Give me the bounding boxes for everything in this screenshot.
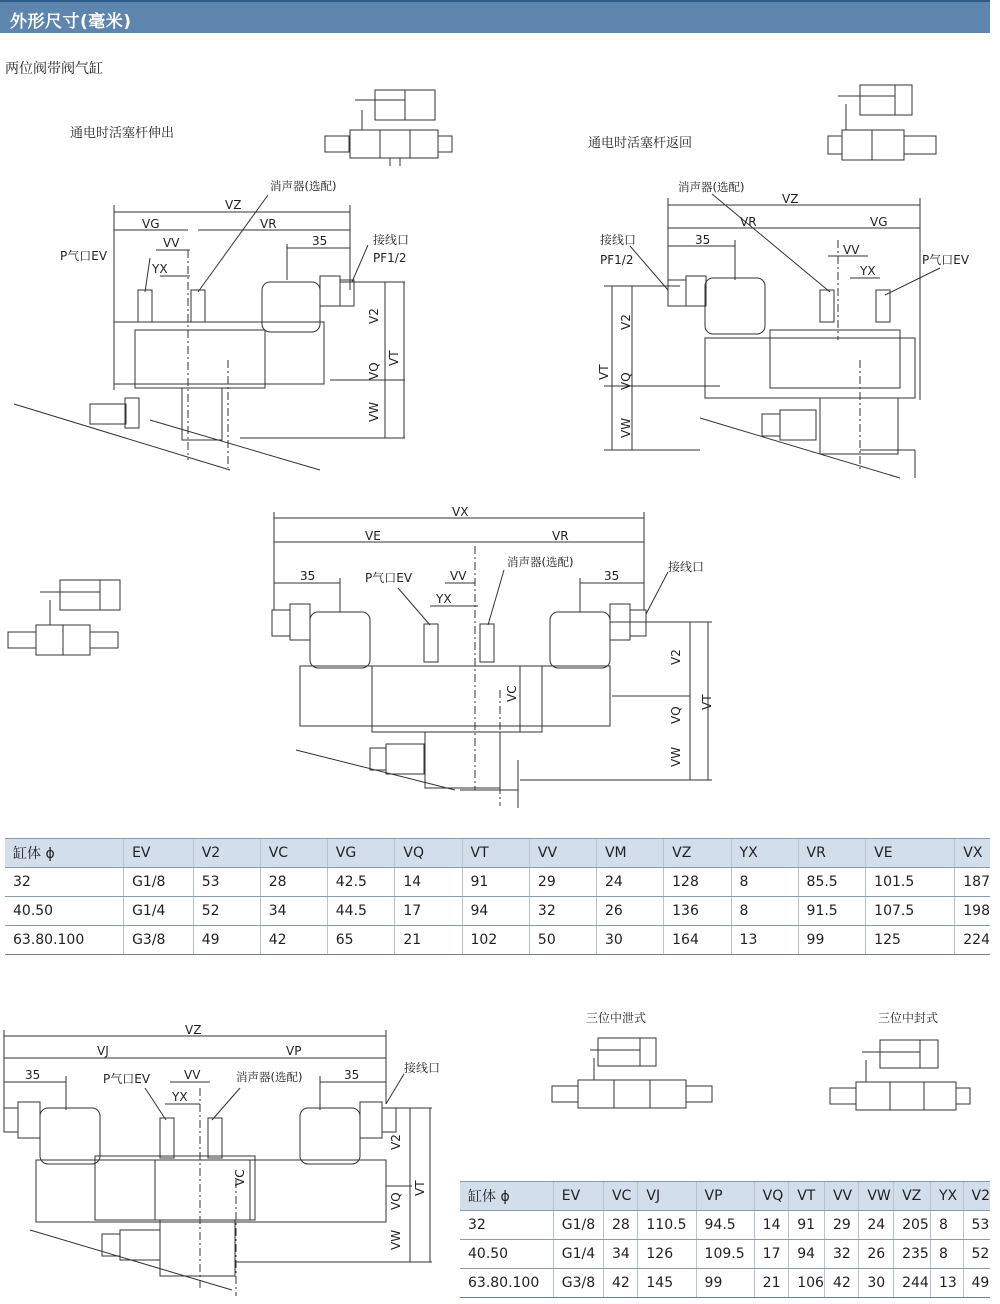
table-header-cell: VC [260, 839, 327, 868]
table-cell: 24 [596, 868, 663, 897]
table-header-cell: V2 [193, 839, 260, 868]
table-cell: 40.50 [5, 897, 124, 926]
table-cell: 8 [930, 1240, 963, 1269]
table-cell: 14 [395, 868, 462, 897]
caption-extend: 通电时活塞杆伸出 [70, 126, 175, 141]
table-cell: 21 [395, 926, 462, 955]
dim-vq-r: VQ [619, 372, 633, 390]
table-cell: 244 [894, 1269, 931, 1298]
table-cell: 42 [260, 926, 327, 955]
table-header-cell: VZ [894, 1182, 931, 1211]
table-cell: 44.5 [327, 897, 395, 926]
caption-center-closed: 三位中封式 [878, 1011, 939, 1025]
table-header-cell: VQ [395, 839, 462, 868]
table-cell: 107.5 [866, 897, 955, 926]
label-muffler-d: 消声器(选配) [507, 555, 574, 569]
dim-vq-b: VQ [389, 1192, 403, 1210]
table-cell: 30 [596, 926, 663, 955]
table-cell: 40.50 [460, 1240, 553, 1269]
dim-vw-r: VW [619, 417, 633, 438]
dim-35-b1: 35 [25, 1068, 41, 1082]
table-cell: G3/8 [124, 926, 194, 955]
table-cell: 49 [193, 926, 260, 955]
table-cell: 34 [260, 897, 327, 926]
dim-vq: VQ [367, 362, 381, 380]
table-cell: 52 [193, 897, 260, 926]
table-header-row [460, 1182, 990, 1211]
table-header-cell: VW [859, 1182, 894, 1211]
table-cell: 13 [731, 926, 798, 955]
table-header-cell: VG [327, 839, 395, 868]
table-header-cell: V2 [963, 1182, 990, 1211]
table-cell: 99 [696, 1269, 754, 1298]
table-cell: 126 [638, 1240, 696, 1269]
table-cell: 125 [866, 926, 955, 955]
table-cell: 145 [638, 1269, 696, 1298]
table-cell: 63.80.100 [5, 926, 124, 955]
dim-vw-b: VW [389, 1229, 403, 1250]
table-cell: 29 [529, 868, 596, 897]
dim-vp: VP [286, 1044, 302, 1058]
table-header-cell: VR [798, 839, 866, 868]
table-cell: 8 [731, 897, 798, 926]
table-header-cell: VV [529, 839, 596, 868]
dim-vw: VW [367, 401, 381, 422]
table-cell: 49 [963, 1269, 990, 1298]
table-cell: 99 [798, 926, 866, 955]
dim-35-d1: 35 [300, 569, 316, 583]
table-header-cell: EV [124, 839, 194, 868]
dim-v2-r: V2 [619, 314, 633, 330]
spec-table-three-position [460, 1181, 990, 1298]
table-header-row [5, 839, 990, 868]
table-cell: 224 [955, 926, 990, 955]
dim-vg: VG [142, 217, 160, 231]
dim-ve: VE [365, 529, 381, 543]
table-cell: 42.5 [327, 868, 395, 897]
valve-symbol-extend [325, 90, 452, 166]
table-cell: 198 [955, 897, 990, 926]
dim-vv-d: VV [450, 569, 467, 583]
table-cell: 32 [529, 897, 596, 926]
table-cell: 34 [603, 1240, 637, 1269]
label-p-port: P气口EV [60, 249, 108, 263]
table-cell: 235 [894, 1240, 931, 1269]
label-wire-port-b: 接线口 [404, 1061, 441, 1075]
drawing-extend [14, 90, 452, 470]
table-header-cell: YX [731, 839, 798, 868]
table-cell: 205 [894, 1211, 931, 1240]
table-cell: 128 [664, 868, 731, 897]
dim-vt-d: VT [700, 694, 714, 710]
dim-vc-b: VC [233, 1169, 247, 1186]
spec-table-two-position [5, 838, 990, 955]
table-header-cell: 缸体 ϕ [460, 1182, 553, 1211]
drawing-double [8, 505, 714, 808]
symbol-center-closed [830, 1040, 970, 1110]
table-cell: 91 [789, 1211, 825, 1240]
table-row [460, 1240, 990, 1269]
table-cell: 8 [930, 1211, 963, 1240]
table-cell: 53 [193, 868, 260, 897]
table-cell: 28 [260, 868, 327, 897]
dim-35-d2: 35 [604, 569, 620, 583]
label-wire-port-r: 接线口 [600, 233, 637, 247]
table-cell: 164 [664, 926, 731, 955]
table-cell: 52 [963, 1240, 990, 1269]
dim-yx-r: YX [860, 264, 876, 278]
table-cell: 26 [859, 1240, 894, 1269]
table-cell: 14 [754, 1211, 789, 1240]
valve-symbol-return [828, 85, 936, 160]
table-row [460, 1211, 990, 1240]
label-muffler-b: 消声器(选配) [236, 1070, 303, 1084]
dim-vq-d: VQ [669, 706, 683, 724]
table-cell: G1/4 [553, 1240, 603, 1269]
table-cell: 13 [930, 1269, 963, 1298]
table-header-cell: YX [930, 1182, 963, 1211]
dim-vc-d: VC [505, 685, 519, 702]
table-cell: 63.80.100 [460, 1269, 553, 1298]
dim-vt-b: VT [413, 1180, 427, 1196]
symbol-center-exhaust [552, 1038, 712, 1108]
dim-vx: VX [452, 505, 469, 519]
dim-vr-d: VR [552, 529, 569, 543]
table-cell: 91.5 [798, 897, 866, 926]
dim-vz: VZ [225, 198, 242, 212]
valve-symbol-double [8, 580, 120, 655]
table-header-cell: VJ [638, 1182, 696, 1211]
table-cell: 42 [824, 1269, 858, 1298]
label-wire-port-d: 接线口 [668, 560, 705, 574]
label-muffler-r: 消声器(选配) [678, 180, 745, 194]
header-title: 外形尺寸(毫米) [10, 12, 132, 32]
table-header-cell: VP [696, 1182, 754, 1211]
table-header-cell: VQ [754, 1182, 789, 1211]
table-cell: G3/8 [553, 1269, 603, 1298]
dim-vg-r: VG [870, 215, 888, 229]
label-pf-r: PF1/2 [600, 253, 634, 267]
table-cell: 32 [460, 1211, 553, 1240]
table-header-cell: EV [553, 1182, 603, 1211]
table-cell: 109.5 [696, 1240, 754, 1269]
table-cell: 94.5 [696, 1211, 754, 1240]
dim-vz-b: VZ [185, 1023, 202, 1037]
table-cell: G1/8 [124, 868, 194, 897]
table-cell: G1/4 [124, 897, 194, 926]
dim-35-b2: 35 [344, 1068, 360, 1082]
table-header-cell: VM [596, 839, 663, 868]
table-cell: 85.5 [798, 868, 866, 897]
dim-vv-b: VV [184, 1068, 201, 1082]
table-row [5, 897, 990, 926]
dim-v2: V2 [367, 308, 381, 324]
table-row [460, 1269, 990, 1298]
table-header-cell: VV [824, 1182, 858, 1211]
table-cell: 29 [824, 1211, 858, 1240]
table-cell: 32 [5, 868, 124, 897]
table-cell: 8 [731, 868, 798, 897]
table-header-cell: VX [955, 839, 990, 868]
table-cell: 94 [462, 897, 529, 926]
table-cell: 24 [859, 1211, 894, 1240]
table-cell: 101.5 [866, 868, 955, 897]
table-cell: 21 [754, 1269, 789, 1298]
dim-vw-d: VW [669, 746, 683, 767]
table-cell: 53 [963, 1211, 990, 1240]
dim-vt: VT [387, 350, 401, 366]
label-p-port-r: P气口EV [922, 253, 970, 267]
table-cell: 110.5 [638, 1211, 696, 1240]
dim-yx: YX [152, 262, 168, 276]
label-muffler: 消声器(选配) [270, 179, 337, 193]
table-header-cell: VT [462, 839, 529, 868]
table-cell: 94 [789, 1240, 825, 1269]
dim-vv: VV [163, 236, 180, 250]
table-cell: 102 [462, 926, 529, 955]
table-cell: 17 [395, 897, 462, 926]
table-row [5, 868, 990, 897]
table-cell: G1/8 [553, 1211, 603, 1240]
table-cell: 17 [754, 1240, 789, 1269]
table-cell: 26 [596, 897, 663, 926]
caption-return: 通电时活塞杆返回 [588, 136, 693, 151]
table-cell: 50 [529, 926, 596, 955]
label-pf: PF1/2 [373, 251, 407, 265]
table-header-cell: 缸体 ϕ [5, 839, 124, 868]
table-cell: 91 [462, 868, 529, 897]
dim-35-r: 35 [695, 233, 711, 247]
table-cell: 28 [603, 1211, 637, 1240]
drawing-three-position [4, 1023, 440, 1296]
table-header-cell: VC [603, 1182, 637, 1211]
table-cell: 65 [327, 926, 395, 955]
label-wire-port: 接线口 [373, 233, 410, 247]
dim-vj: VJ [97, 1044, 109, 1058]
dim-35: 35 [312, 234, 328, 248]
dim-yx-b: YX [172, 1090, 188, 1104]
table-cell: 42 [603, 1269, 637, 1298]
dim-vr-r: VR [740, 215, 757, 229]
dim-vv-r: VV [843, 243, 860, 257]
label-p-port-d: P气口EV [365, 571, 413, 585]
dim-vt-r: VT [597, 364, 611, 380]
dim-v2-b: V2 [389, 1134, 403, 1150]
section-title: 两位阀带阀气缸 [5, 61, 103, 77]
table-cell: 106 [789, 1269, 825, 1298]
caption-center-exhaust: 三位中泄式 [586, 1011, 647, 1025]
table-header-cell: VE [866, 839, 955, 868]
dim-v2-d: V2 [669, 649, 683, 665]
table-cell: 136 [664, 897, 731, 926]
table-header-cell: VZ [664, 839, 731, 868]
dim-yx-d: YX [436, 592, 452, 606]
label-p-port-b: P气口EV [103, 1072, 151, 1086]
dim-vz-r: VZ [782, 192, 799, 206]
table-row [5, 926, 990, 955]
dim-vr: VR [260, 217, 277, 231]
table-cell: 187 [955, 868, 990, 897]
table-cell: 30 [859, 1269, 894, 1298]
table-header-cell: VT [789, 1182, 825, 1211]
table-cell: 32 [824, 1240, 858, 1269]
